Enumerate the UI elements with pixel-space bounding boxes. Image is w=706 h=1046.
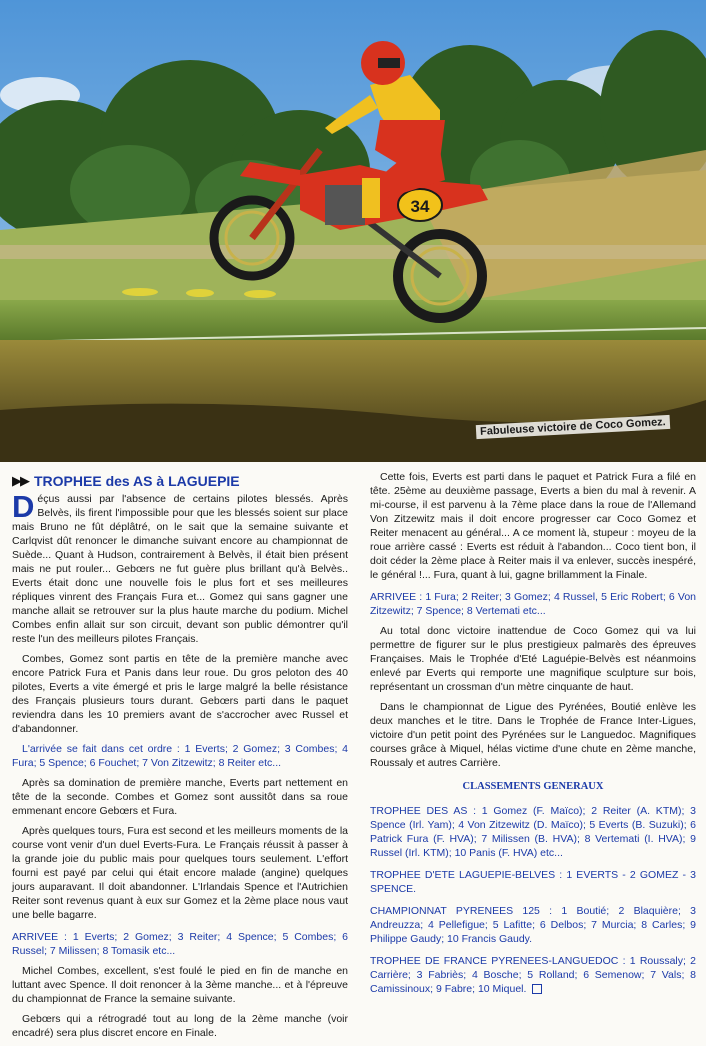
rider-number-plate: 34 xyxy=(410,197,430,216)
article-paragraph: Michel Combes, excellent, s'est foulé le pied en fin de manche en luttant avec Spence. Il doit renoncer à la 3ème manche... et à l'épreuve du championnat de France la semaine suivante. xyxy=(12,965,348,1005)
article-paragraph: Combes, Gomez sont partis en tête de la première manche avec encore Patrick Fura et Panis dans leur roue. Du gros peloton des 40 pilotes, Everts a vite émergé et pris le large malgré la belle résistance des Français plusieurs tours durant. Gebœrs parti dans le paquet reviendra dans les 10 premiers avant de s'accrocher avec Russel et d'abandonner. xyxy=(12,653,348,735)
article-left-column xyxy=(12,470,348,1046)
article-headline xyxy=(12,474,348,488)
end-of-article-icon xyxy=(532,984,542,994)
standings-heading: CLASSEMENTS GENERAUX xyxy=(462,781,604,792)
standings-championnat-pyrenees: CHAMPIONNAT PYRENEES 125 : 1 Boutié; 2 Blaquière; 3 Andreuzza; 4 Pellefigue; 5 Lafitte; 6 Delbos; 7 Murcia; 8 Carles; 9 Philippe Gaudy; 10 Francis Gaudy. xyxy=(370,905,696,945)
article-paragraph: Cette fois, Everts est parti dans le paquet et Patrick Fura a filé en tête. 25ème au deuxième passage, Everts a bien du mal à revenir. A mi-course, il est parvenu à la 7ème place dans la roue de l'Allemand Von Zitzewitz mais il doit encore progresser car Coco Gomez et Reiter menacent au général... A ce moment là, stupeur : moyeu de la roue arrière cassé : Everts est réduit à l'abandon... Coco tient bon, il doit céder la 2ème place à Reiter mais il va enlever, succès inespéré, le général !... Fura, quant à lui, gagne brillamment la Finale. xyxy=(370,471,696,581)
final-result: ARRIVEE : 1 Fura; 2 Reiter; 3 Gomez; 4 Russel, 5 Eric Robert; 6 Von Zitzewitz; 7 Spence; 8 Vertemati etc... xyxy=(370,591,696,617)
article-paragraph: Après quelques tours, Fura est second et les meilleurs moments de la course vont venir d'un duel Everts-Fura. Le Français réussit à passer à la grande joie du public mais pour quelques tours seulement. L'effort fourni est payé par celui qui était encore malade (angine) quelques jours auparavant. Il doit abandonner. L'Irlandais Spence et l'Autrichien Reiter sont revenus quant à eux sur Gomez et la 2ème place nous vaut une belle bagarre. xyxy=(12,825,348,921)
double-arrow-icon: ▶▶ xyxy=(12,473,28,488)
article-paragraph: Après sa domination de première manche, Everts part nettement en tête de la seconde. Combes et Gomez sont aussitôt dans sa roue emmenant encore Gebœrs et Fura. xyxy=(12,777,348,817)
standings-trophee-de-france: TROPHEE DE FRANCE PYRENEES-LANGUEDOC : 1 Roussaly; 2 Carrière; 3 Fabriès; 4 Bosche; 5 Rolland; 6 Semenow; 7 Vals; 8 Camissinoux; 9 Fabre; 10 Miquel. xyxy=(370,955,696,995)
article-right-column xyxy=(370,470,696,1002)
photo-caption: Fabuleuse victoire de Coco Gomez. xyxy=(476,415,670,439)
motocross-photo xyxy=(0,0,706,462)
article-paragraph: Déçus aussi par l'absence de certains pilotes blessés. Après Belvès, ils firent l'impossible pour que les blessés soient sur place mais Bruno ne fût déplâtré, on le sait que la semaine suivante et Carlqvist dût renoncer le dimanche suivant encore au championnat de Suède... Quant à Hudson, contrairement à Belvès, il était bien présent mais ne put rouler... Gebœrs ne fut guère plus brillant qu'à Belvès.. Everts était donc une nouvelle fois le plus fort et ses meilleures répliques vinrent des Français Fura et... Gomez qui sans gagner une manche allait se retrouver sur la plus haute marche du podium. Michel Combes enfin allait sur son circuit, devant son public démontrer qu'il reste l'un des meilleurs pilotes Français. xyxy=(12,489,348,645)
standings-trophee-ete: TROPHEE D'ETE LAGUEPIE-BELVES : 1 EVERTS - 2 GOMEZ - 3 SPENCE. xyxy=(370,869,696,895)
article-paragraph: Gebœrs qui a rétrogradé tout au long de la 2ème manche (voir encadré) sera plus discret encore en Finale. xyxy=(12,1013,348,1039)
drop-cap: D xyxy=(12,489,35,524)
article-paragraph: Au total donc victoire inattendue de Coco Gomez qui va lui permettre de figurer sur le plus prestigieux palmarès des épreuves Françaises. Mais le Trophée d'Eté Laguépie-Belvès est néanmoins enlevé par Everts qui remporte une magnifique sculpture sur bois, représentant un crossman d'un mètre cinquante de haut. xyxy=(370,625,696,693)
first-heat-result: L'arrivée se fait dans cet ordre : 1 Everts; 2 Gomez; 3 Combes; 4 Fura; 5 Spence; 6 Fouchet; 7 Von Zitzewitz; 8 Reiter etc... xyxy=(12,743,348,769)
rider-jump-illustration xyxy=(0,0,706,462)
standings-trophee-des-as: TROPHEE DES AS : 1 Gomez (F. Maïco); 2 Reiter (A. KTM); 3 Spence (Irl. Yam); 4 Von Zitzewitz (D. Maïco); 5 Everts (B. Suzuki); 6 Patrick Fura (F. HVA); 7 Milissen (B. HVA); 8 Vertemati (I. HVA); 9 Russel (Irl. KTM); 10 Panis (F. HVA) etc... xyxy=(370,805,696,859)
article-title: TROPHEE des AS à LAGUEPIE xyxy=(34,473,240,489)
article-paragraph: Dans le championnat de Ligue des Pyrénées, Boutié enlève les deux manches et le titre. Dans le Trophée de France Inter-Ligues, victoire d'un petit point des Pyrénées sur le Languedoc. Magnifiques courses grâce à Miquel, hélas victime d'une chute en 2ème manche, Roussaly et autres Carrière. xyxy=(370,701,696,769)
second-heat-result: ARRIVEE : 1 Everts; 2 Gomez; 3 Reiter; 4 Spence; 5 Combes; 6 Russel; 7 Milissen; 8 Tomasik etc... xyxy=(12,931,348,957)
